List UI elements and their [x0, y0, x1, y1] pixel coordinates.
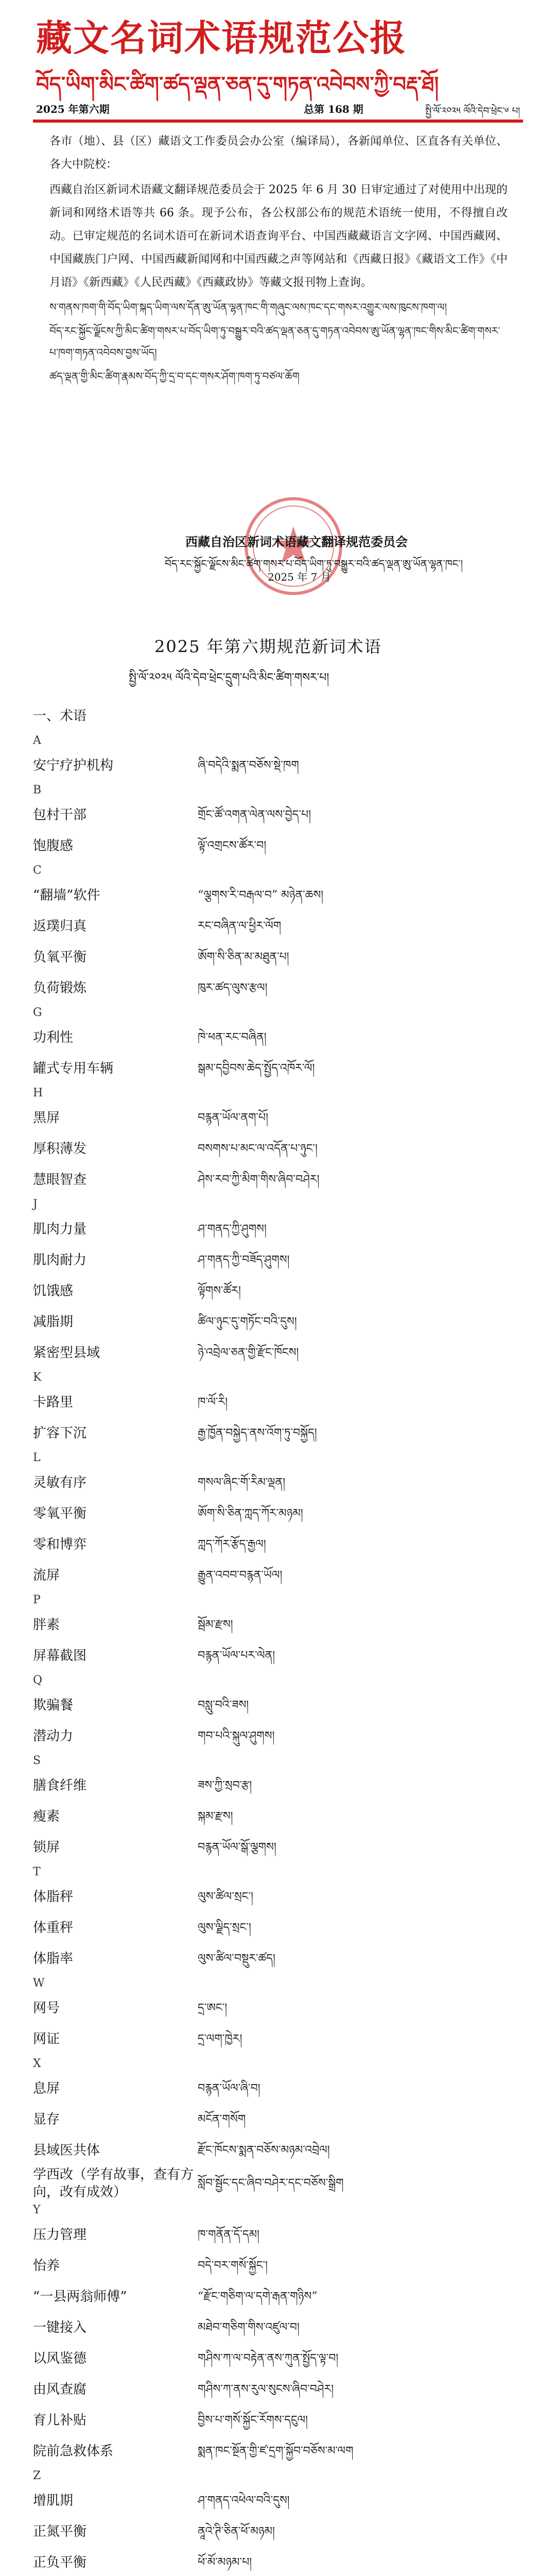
- term-chinese: 肌肉耐力: [33, 1252, 87, 1268]
- term-row: [33, 880, 527, 911]
- term-tibetan: ཁ་ལོ་རི།: [198, 1396, 228, 1409]
- term-row: [33, 1245, 527, 1276]
- term-row: [33, 2312, 527, 2343]
- term-chinese: 正负平衡: [33, 2555, 87, 2570]
- term-tibetan: “རྫོང་གཅིག་ལ་དགེ་རྒན་གཉིས”: [198, 2290, 318, 2303]
- term-chinese: 体脂率: [33, 1951, 74, 1967]
- notice-paragraph: 西藏自治区新词术语藏文翻译规范委员会于 2025 年 6 月 30 日审定通过了对使用中出现的新词和网络术语等共 66 条。现予公布，各公权部公布的规范术语统一使用，不得擅自改动。已审定规范的名词术语可在新词术语查询平台、中国西藏藏语言文字网、中国西藏网、中国藏族门户网、中国西藏新闻网和中国西藏之声等网站和《西藏日报》《藏语文工作》《中月语》《新西藏》《人民西藏》《西藏政协》等藏文报刊物上查询。: [49, 183, 508, 289]
- term-chinese: 以风鉴德: [33, 2351, 87, 2366]
- term-row: [33, 1560, 527, 1591]
- term-tibetan: ཞི་བདེའི་སྨན་བཅོས་སྡེ་ཁག: [198, 759, 299, 772]
- term-row: [33, 911, 527, 942]
- term-row: [33, 2073, 527, 2104]
- term-row: [33, 1529, 527, 1560]
- term-tibetan: གྲོང་ཚོ་འགན་ལེན་ལས་བྱེད་པ།: [198, 808, 311, 821]
- masthead-divider: [33, 120, 523, 123]
- term-row: [33, 1640, 527, 1671]
- term-chinese: 院前急救体系: [33, 2444, 114, 2459]
- bulletin-title-tibetan: བོད་ཡིག་མིང་ཚིག་ཚད་ལྡན་ཅན་དུ་གཏན་འབེབས་ཀྱི་བརྡ་ཐོ།: [36, 72, 439, 96]
- term-category-letter: X: [33, 2057, 41, 2070]
- term-tibetan: ཁུར་ཚད་ལུས་རྩལ།: [198, 981, 268, 994]
- term-category-letter: S: [33, 1754, 41, 1767]
- term-tibetan: བརྙན་ཡོལ་སྒོ་ལྕགས།: [198, 1841, 276, 1854]
- term-chinese: 胖素: [33, 1617, 60, 1633]
- term-category-letter: W: [33, 1977, 45, 1990]
- term-row: [33, 1022, 527, 1053]
- term-row: [33, 2343, 527, 2374]
- term-row: [33, 2436, 527, 2467]
- term-row: [33, 1498, 527, 1529]
- term-row: [33, 1801, 527, 1832]
- term-row: [33, 750, 527, 781]
- term-tibetan: དྲ་ལག་ཁྱེར།: [198, 2032, 242, 2045]
- term-chinese: 网证: [33, 2031, 60, 2047]
- term-row: [33, 831, 527, 861]
- term-tibetan: བསླུ་བའི་ཟས།: [198, 1699, 249, 1711]
- term-chinese: 正氮平衡: [33, 2524, 87, 2539]
- term-category-letter: Q: [33, 1674, 43, 1687]
- notice-paragraph-tibetan: བོད་རང་སྐྱོང་ལྗོངས་ཀྱི་མིང་ཚིག་གསར་པ་བོད་ཡིག་ཏུ་བསྒྱུར་བའི་ཚད་ལྡན་ཅན་དུ་གཏན་འབེབས་ཨུ་ཡོན་ལྷན་ཁང་གིས་མིང་ཚིག་གསར་པ་ཁག་གཏན་འབེབས་བྱས་ཡོད།: [49, 325, 500, 359]
- term-tibetan: ཁ་གནོན་དོ་དམ།: [198, 2228, 259, 2241]
- term-row: [33, 1133, 527, 1164]
- terms-body: [33, 732, 527, 2576]
- term-chinese: 黑屏: [33, 1110, 60, 1126]
- term-row: [33, 2374, 527, 2405]
- term-chinese: 饱腹感: [33, 838, 74, 854]
- term-row: [33, 2547, 527, 2576]
- term-row: [33, 1912, 527, 1943]
- term-category-letter: C: [33, 864, 42, 877]
- term-chinese: 瘦素: [33, 1809, 60, 1824]
- term-category-letter: T: [33, 1866, 41, 1878]
- term-chinese: 慧眼智查: [33, 1172, 87, 1188]
- term-chinese: 紧密型县域: [33, 1345, 100, 1361]
- term-chinese: 膳食纤维: [33, 1778, 87, 1793]
- term-chinese: 零氧平衡: [33, 1506, 87, 1521]
- term-chinese: 灵敏有序: [33, 1475, 87, 1490]
- term-tibetan: ལུས་ཚིལ་བསྡུར་ཚད།: [198, 1952, 275, 1965]
- term-chinese: 屏幕截图: [33, 1648, 87, 1664]
- term-category-letter: J: [33, 1198, 38, 1211]
- signoff-organization-tibetan: བོད་རང་སྐྱོང་ལྗོངས་མིང་ཚིག་གསར་པ་བོད་ཡིག་ཏུ་བསྒྱུར་བའི་ཚད་ལྡན་ཨུ་ཡོན་ལྷན་ཁང་།: [165, 557, 463, 570]
- term-tibetan: ལུས་ལྗིད་སྲང་།: [198, 1921, 251, 1934]
- term-row: [33, 1307, 527, 1337]
- term-tibetan: རང་བཞིན་ལ་ཕྱིར་ལོག: [198, 920, 282, 933]
- section-title-tibetan: སྤྱི་ལོ་༢༠༢༥ ལོའི་དེབ་ཕྲེང་དྲུག་པའི་མིང་ཚིག་གསར་པ།: [129, 671, 329, 684]
- term-chinese: 由风查腐: [33, 2382, 87, 2397]
- term-row: [33, 1690, 527, 1721]
- term-tibetan: མངོན་གསོག: [198, 2113, 246, 2126]
- term-chinese: 卡路里: [33, 1395, 74, 1410]
- term-chinese: 饥饿感: [33, 1283, 74, 1299]
- issue-number-tibetan: སྤྱི་ལོ་༢༠༢༥ ལོའི་དེབ་ཕྲེང་༦ པ།: [425, 106, 520, 116]
- term-tibetan: བརྙན་ཡོལ་པར་ལེན།: [198, 1649, 275, 1662]
- term-row: [33, 2104, 527, 2135]
- term-row: [33, 942, 527, 973]
- term-row: [33, 1721, 527, 1752]
- term-tibetan: ཤ་གནད་ཀྱི་ཤུགས།: [198, 1223, 267, 1235]
- term-tibetan: མཐེབ་གཅིག་གིས་འཛུལ་བ།: [198, 2321, 300, 2334]
- term-row: [33, 2281, 527, 2312]
- term-tibetan: ཤེས་རབ་ཀྱི་མིག་གིས་ཞིབ་བཤེར།: [198, 1173, 320, 1186]
- term-tibetan: རྫོང་ཁོངས་སྨན་བཅོས་མཉམ་འབྲེལ།: [198, 2144, 330, 2157]
- term-chinese: 体脂秤: [33, 1889, 74, 1905]
- term-tibetan: བརྙན་ཡོལ་ཞི་བ།: [198, 2082, 260, 2095]
- total-issue-number: 总第 168 期: [304, 103, 363, 115]
- term-tibetan: ལུས་ཚིལ་སྲང་།: [198, 1890, 253, 1903]
- term-tibetan: སྒམ་དབྱིབས་ཆེད་སྤྱོད་འཁོར་ལོ།: [198, 1062, 315, 1075]
- term-chinese: 育儿补贴: [33, 2413, 87, 2428]
- term-tibetan: གསལ་ཞིང་གོ་རིམ་ལྡན།: [198, 1476, 285, 1489]
- term-chinese: 流屏: [33, 1568, 60, 1583]
- term-chinese: 网号: [33, 2001, 60, 2016]
- notice-paragraph-tibetan: ས་གནས་ཁག་གི་བོད་ཡིག་སྐད་ཡིག་ལས་དོན་ཨུ་ཡོན་ལྷན་ཁང་གི་གཞུང་ལས་ཁང་དང་གསར་འགྱུར་ལས་ཁུངས་ཁག་ལ།: [49, 301, 447, 313]
- term-chinese: 零和博弈: [33, 1537, 87, 1552]
- term-tibetan: བདེ་བར་གསོ་སྐྱོང་།: [198, 2259, 268, 2272]
- term-tibetan: བསགས་པ་མང་ལ་འདོན་པ་ཉུང་།: [198, 1142, 318, 1155]
- term-row: [33, 2166, 527, 2201]
- term-tibetan: ཟས་ཀྱི་སྲབ་རྩ།: [198, 1779, 252, 1792]
- term-category-letter: Z: [33, 2469, 41, 2482]
- term-tibetan: སྨན་ཁང་སྔོན་གྱི་ཛ་དྲག་སྐྱོབ་བཅོས་མ་ལག: [198, 2445, 354, 2458]
- term-tibetan: ཀླད་ཀོར་རྩོད་རྒྱལ།: [198, 1538, 266, 1551]
- bulletin-title: 藏文名词术语规范公报: [36, 16, 407, 59]
- term-chinese: 返璞归真: [33, 919, 87, 934]
- term-row: [33, 1387, 527, 1418]
- term-chinese: 肌肉力量: [33, 1222, 87, 1237]
- term-chinese: 包村干部: [33, 807, 87, 823]
- term-row: [33, 1467, 527, 1498]
- term-row: [33, 2135, 527, 2166]
- term-chinese: 息屏: [33, 2081, 60, 2096]
- term-chinese: 锁屏: [33, 1840, 60, 1855]
- term-tibetan: སྐམ་རྫས།: [198, 1810, 233, 1823]
- term-tibetan: དྲ་ཨང་།: [198, 2002, 228, 2014]
- masthead: [0, 0, 556, 134]
- term-chinese: 增肌期: [33, 2493, 74, 2509]
- term-tibetan: ཨོག་སི་ཅིན་ཀླད་ཀོར་མཉམ།: [198, 1507, 303, 1520]
- term-tibetan: གཤིས་ཀ་ལ་བརྟེན་ནས་ཀུན་སྤྱོད་ལྟ་བ།: [198, 2352, 339, 2365]
- term-row: [33, 2405, 527, 2436]
- term-category-letter: A: [33, 734, 41, 747]
- term-tibetan: རྒྱ་ཁྱོན་བསྐྱེད་ནས་འོག་ཏུ་བསྐྱོད།: [198, 1427, 317, 1439]
- term-category-letter: K: [33, 1371, 42, 1384]
- term-chinese: 潜动力: [33, 1728, 74, 1744]
- term-tibetan: ཤ་གནད་འཕེལ་བའི་དུས།: [198, 2494, 290, 2507]
- term-tibetan: བྱིས་པ་གསོ་སྐྱོང་རོགས་དངུལ།: [198, 2414, 308, 2427]
- term-row: [33, 1164, 527, 1195]
- term-tibetan: སློབ་སྦྱོང་དང་ཞིབ་བཤེར་དང་བཅོས་སྒྲིག: [198, 2177, 344, 2190]
- signoff-date: 2025 年 7 月: [268, 571, 331, 583]
- term-category-letter: P: [33, 1594, 41, 1606]
- issue-row: [36, 101, 520, 118]
- term-tibetan: གཤིས་ཀ་ནས་རུལ་སུངས་ཞིབ་བཤེར།: [198, 2383, 334, 2396]
- term-tibetan: ཚིལ་ཉུང་དུ་གཏོང་བའི་དུས།: [198, 1315, 297, 1328]
- term-row: [33, 800, 527, 831]
- term-tibetan: གབ་པའི་སྐུལ་ཤུགས།: [198, 1730, 275, 1742]
- notice-paragraph: 各市（地）、县（区）藏语文工作委员会办公室（编译局），各新闻单位、区直各有关单位、各大中院校：: [49, 135, 508, 171]
- term-tibetan: ཉེ་འབྲེལ་ཅན་གྱི་རྫོང་ཁོངས།: [198, 1346, 299, 1359]
- term-row: [33, 1609, 527, 1640]
- term-chinese: 学西改（学有故事，查有方向，改有成效）: [33, 2167, 194, 2200]
- notice-body: [49, 130, 508, 389]
- term-tibetan: ཤ་གནད་ཀྱི་བཟོད་ཤུགས།: [198, 1253, 290, 1266]
- term-row: [33, 2485, 527, 2516]
- term-chinese: “一县两翁师傅”: [33, 2289, 127, 2304]
- notice-paragraph-tibetan: ཚད་ལྡན་གྱི་མིང་ཚིག་རྣམས་བོད་ཀྱི་དྲ་བ་དང་གསར་ཤོག་ཁག་ཏུ་བཙལ་ཆོག: [49, 370, 300, 382]
- term-category-letter: G: [33, 1006, 42, 1019]
- term-row: [33, 1214, 527, 1245]
- term-chinese: 负荷锻炼: [33, 980, 87, 996]
- term-tibetan: “ལྕགས་རི་བརྒལ་བ” མཉེན་ཆས།: [198, 889, 324, 902]
- term-row: [33, 973, 527, 1004]
- term-chinese: 厚积薄发: [33, 1141, 87, 1157]
- term-chinese: 减脂期: [33, 1314, 74, 1330]
- term-row: [33, 2024, 527, 2055]
- term-row: [33, 1053, 527, 1084]
- term-category-letter: L: [33, 1451, 41, 1464]
- term-chinese: 欺骗餐: [33, 1698, 74, 1713]
- term-tibetan: ཨོག་སི་ཅིན་མ་མཐུན་པ།: [198, 951, 289, 963]
- term-tibetan: ཁེ་ཕན་རང་བཞིན།: [198, 1031, 267, 1044]
- term-row: [33, 2219, 527, 2250]
- term-chinese: 罐式专用车辆: [33, 1061, 114, 1076]
- term-tibetan: ཕོ་མོ་མཉམ་པ།: [198, 2556, 252, 2569]
- term-chinese: 负氧平衡: [33, 950, 87, 965]
- term-row: [33, 1882, 527, 1912]
- term-row: [33, 1103, 527, 1133]
- section-title: 2025 年第六期规范新词术语: [154, 637, 382, 656]
- term-row: [33, 1337, 527, 1368]
- term-chinese: 显存: [33, 2112, 60, 2127]
- term-chinese: 怡养: [33, 2258, 60, 2274]
- term-tibetan: སྦོམ་རྫས།: [198, 1618, 233, 1631]
- issue-number: 2025 年第六期: [36, 103, 110, 115]
- term-tibetan: ལྟོགས་ཚོར།: [198, 1284, 241, 1297]
- term-chinese: 安宁疗护机构: [33, 758, 114, 773]
- term-row: [33, 1770, 527, 1801]
- term-row: [33, 1418, 527, 1449]
- term-tibetan: རྒྱུན་འབབ་བརྙན་ཡོལ།: [198, 1569, 283, 1582]
- term-chinese: 功利性: [33, 1030, 74, 1045]
- term-row: [33, 1832, 527, 1863]
- term-chinese: “翻墙”软件: [33, 888, 100, 903]
- term-tibetan: བརྙན་ཡོལ་ནག་པོ།: [198, 1111, 268, 1124]
- term-category-letter: B: [33, 784, 42, 796]
- terms-heading: 一、术语: [33, 708, 87, 724]
- term-chinese: 压力管理: [33, 2227, 87, 2243]
- term-tibetan: ནཱའེ་ཊི་ཅིན་ཕོ་མཉམ།: [198, 2525, 275, 2538]
- term-category-letter: H: [33, 1087, 43, 1099]
- term-chinese: 扩容下沉: [33, 1426, 87, 1441]
- term-row: [33, 2516, 527, 2547]
- term-chinese: 县域医共体: [33, 2143, 100, 2158]
- term-category-letter: Y: [33, 2204, 41, 2216]
- term-row: [33, 1993, 527, 2024]
- signoff-organization: 西藏自治区新词术语藏文翻译规范委员会: [185, 534, 408, 549]
- term-row: [33, 2250, 527, 2281]
- term-row: [33, 1276, 527, 1307]
- term-chinese: 一键接入: [33, 2320, 87, 2335]
- terms-list: [33, 701, 527, 2576]
- term-tibetan: ལྟོ་འགྲངས་ཚོར་བ།: [198, 839, 267, 852]
- term-row: [33, 1943, 527, 1974]
- term-chinese: 体重秤: [33, 1920, 74, 1936]
